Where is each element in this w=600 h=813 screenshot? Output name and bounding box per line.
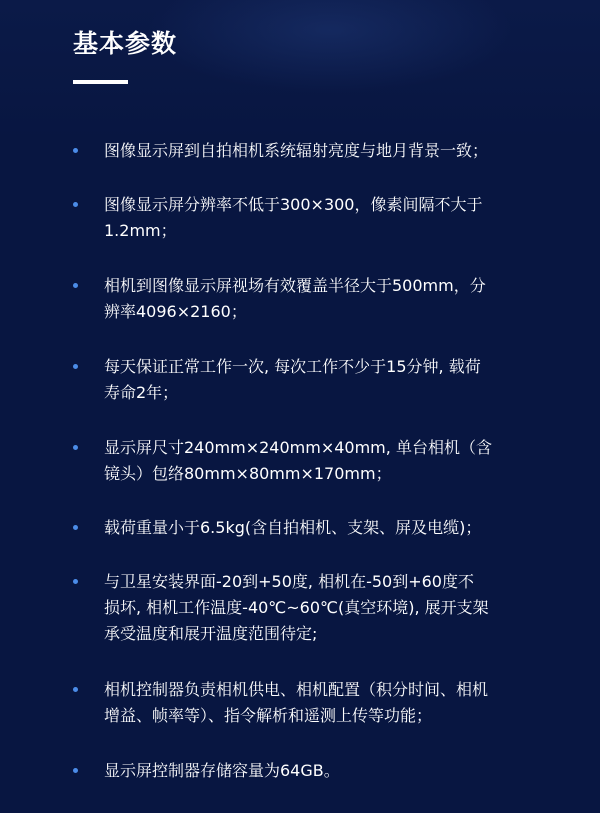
bullet-icon — [73, 687, 78, 692]
bullet-icon — [73, 445, 78, 450]
bullet-icon — [73, 202, 78, 207]
bullet-icon — [73, 579, 78, 584]
title-underline — [73, 80, 128, 84]
bullet-icon — [73, 283, 78, 288]
spec-text: 相机到图像显示屏视场有效覆盖半径大于500mm，分 辨率4096×2160； — [104, 276, 486, 321]
bullet-icon — [73, 148, 78, 153]
spec-text: 相机控制器负责相机供电、相机配置（积分时间、相机 增益、帧率等）、指令解析和遥测上传等功能； — [104, 680, 489, 725]
spec-text: 与卫星安装界面-20到+50度, 相机在-50到+60度不 损坏, 相机工作温度-40℃~60℃(真空环境), 展开支架 承受温度和展开温度范围待定; — [104, 572, 489, 643]
bullet-icon — [73, 525, 78, 530]
bullet-icon — [73, 768, 78, 773]
spec-text: 图像显示屏到自拍相机系统辐射亮度与地月背景一致； — [104, 141, 489, 160]
spec-text: 显示屏控制器存储容量为64GB。 — [104, 761, 340, 780]
bullet-icon — [73, 364, 78, 369]
spec-text: 显示屏尺寸240mm×240mm×40mm, 单台相机（含 镜头）包络80mm×80mm×170mm； — [104, 438, 492, 483]
spec-text: 每天保证正常工作一次, 每次工作不少于15分钟, 载荷 寿命2年； — [104, 357, 481, 402]
spec-text: 图像显示屏分辨率不低于300×300，像素间隔不大于 1.2mm； — [104, 195, 483, 240]
page-title: 基本参数 — [73, 29, 178, 58]
spec-text: 载荷重量小于6.5kg(含自拍相机、支架、屏及电缆)； — [104, 518, 482, 537]
